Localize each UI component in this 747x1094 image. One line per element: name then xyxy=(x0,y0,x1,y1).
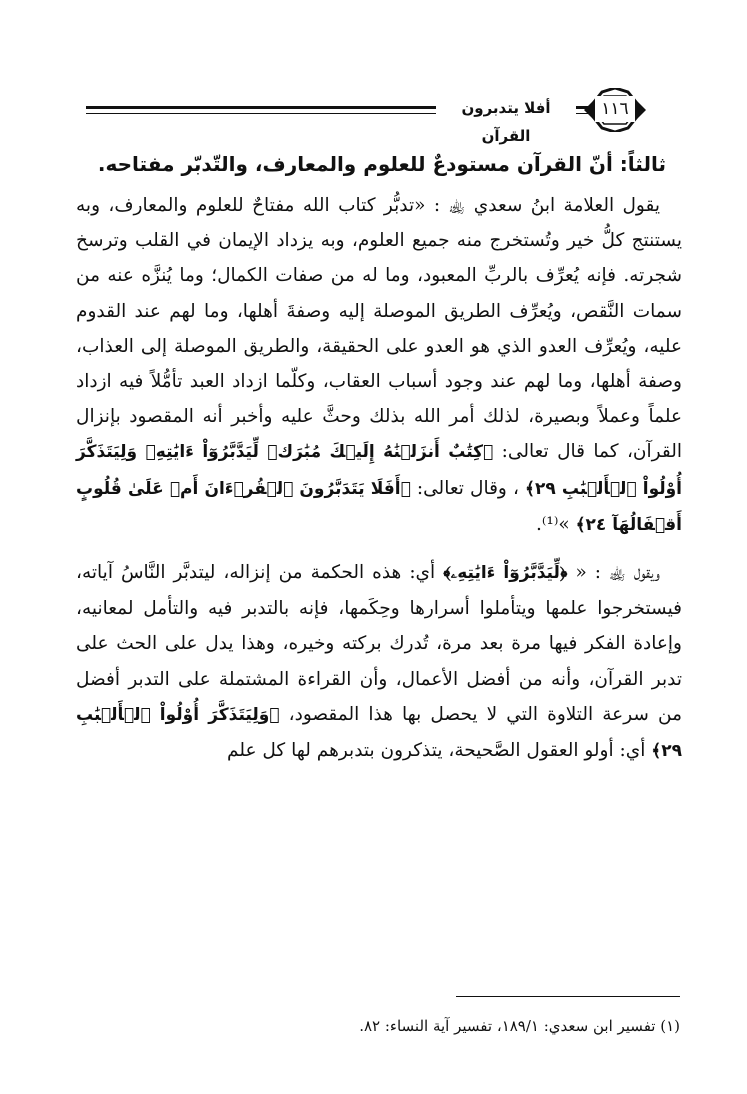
paragraph-text: أي: هذه الحكمة من إنزاله، ليتدبَّر النَّاسُ آياته، فيستخرجوا علمها ويتأملوا أسرارها وحِكَمها، فإنه بالتدبر فيه والتأمل لمعانيه، وإعادة الفكر فيها مرة بعد مرة، تُدرك بركته وخيره، وهذا يدل على الحث على تدبر القرآن، وأنه من أفضل الأعمال، وأن القراءة المشتملة على التدبر أفضل من سرعة التلاوة التي لا يحصل بها هذا المقصود، xyxy=(76,562,682,725)
quran-verse: ﴿لِّيَدَّبَّرُوٓاْ ءَايَٰتِهِۦ﴾ xyxy=(443,563,568,584)
section-heading: ثالثاً: أنّ القرآن مستودعٌ للعلوم والمعارف، والتّدبّر مفتاحه. xyxy=(97,152,666,176)
page-header xyxy=(86,86,686,145)
paragraph-text: »⁽¹⁾. xyxy=(535,513,570,535)
paragraph-text: يقول العلامة ابنُ سعدي ﵀ : «تدبُّر كتاب الله مفتاحٌ للعلوم والمعارف، وبه يستنتج كلُّ خير وتُستخرج منه جميع العلوم، وبه يزداد الإيمان في القلب وترسخ شجرته. فإنه يُعرِّف بالربِّ المعبود، وما له من صفات الكمال؛ وما يُنزَّه عنه من سمات النَّقص، ويُعرِّف الطريق الموصلة إليه وصفةَ أهلها، وما لهم عند القدوم عليه، ويُعرِّف العدو الذي هو العدو على الحقيقة، والطريق الموصلة إلى العذاب، وصفة أهلها، وما لهم عند وجود أسباب العقاب، وكلّما ازداد العبد تأمُّلاً فيه ازداد علماً وعملاً وبصيرة، لذلك أمر الله بذلك وحثَّ عليه وأخبر أنه المقصود بإنزال القرآن، كما قال تعالى: xyxy=(76,195,682,463)
page-number: ١١٦ xyxy=(595,96,635,122)
running-title: أفلا يتدبرون القرآن xyxy=(436,94,576,122)
footnote-divider xyxy=(456,996,680,997)
paragraph xyxy=(76,555,682,769)
paragraph-text: ويقول ﵀ : « xyxy=(575,562,660,584)
paragraph xyxy=(76,188,682,543)
quran-verse: ﴿وَلِيَتَذَكَّرَ أُوْلُواْ ٱلۡأَلۡبَٰبِ ٢٩﴾ xyxy=(76,704,682,762)
quran-verse: ﴿أَفَلَا يَتَدَبَّرُونَ ٱلۡقُرۡءَانَ أَمۡ عَلَىٰ قُلُوبٍ أَقۡفَالُهَآ ٢٤﴾ xyxy=(76,478,682,535)
quran-verse: ﴿كِتَٰبٌ أَنزَلۡنَٰهُ إِلَيۡكَ مُبَٰرَكٞ لِّيَدَّبَّرُوٓاْ ءَايَٰتِهِۦ وَلِيَتَذَكَّرَ أُوْلُواْ ٱلۡأَلۡبَٰبِ ٢٩﴾ xyxy=(76,442,683,499)
paragraph-text: أي: أولو العقول الصَّحيحة، يتذكرون بتدبرهم لها كل علم xyxy=(227,740,646,762)
footnote: (١) تفسير ابن سعدي: ١٨٩/١، تفسير آية النساء: ٨٢. xyxy=(359,1017,680,1035)
paragraph-text: ، وقال تعالى: xyxy=(416,477,519,499)
page-body xyxy=(76,146,682,769)
